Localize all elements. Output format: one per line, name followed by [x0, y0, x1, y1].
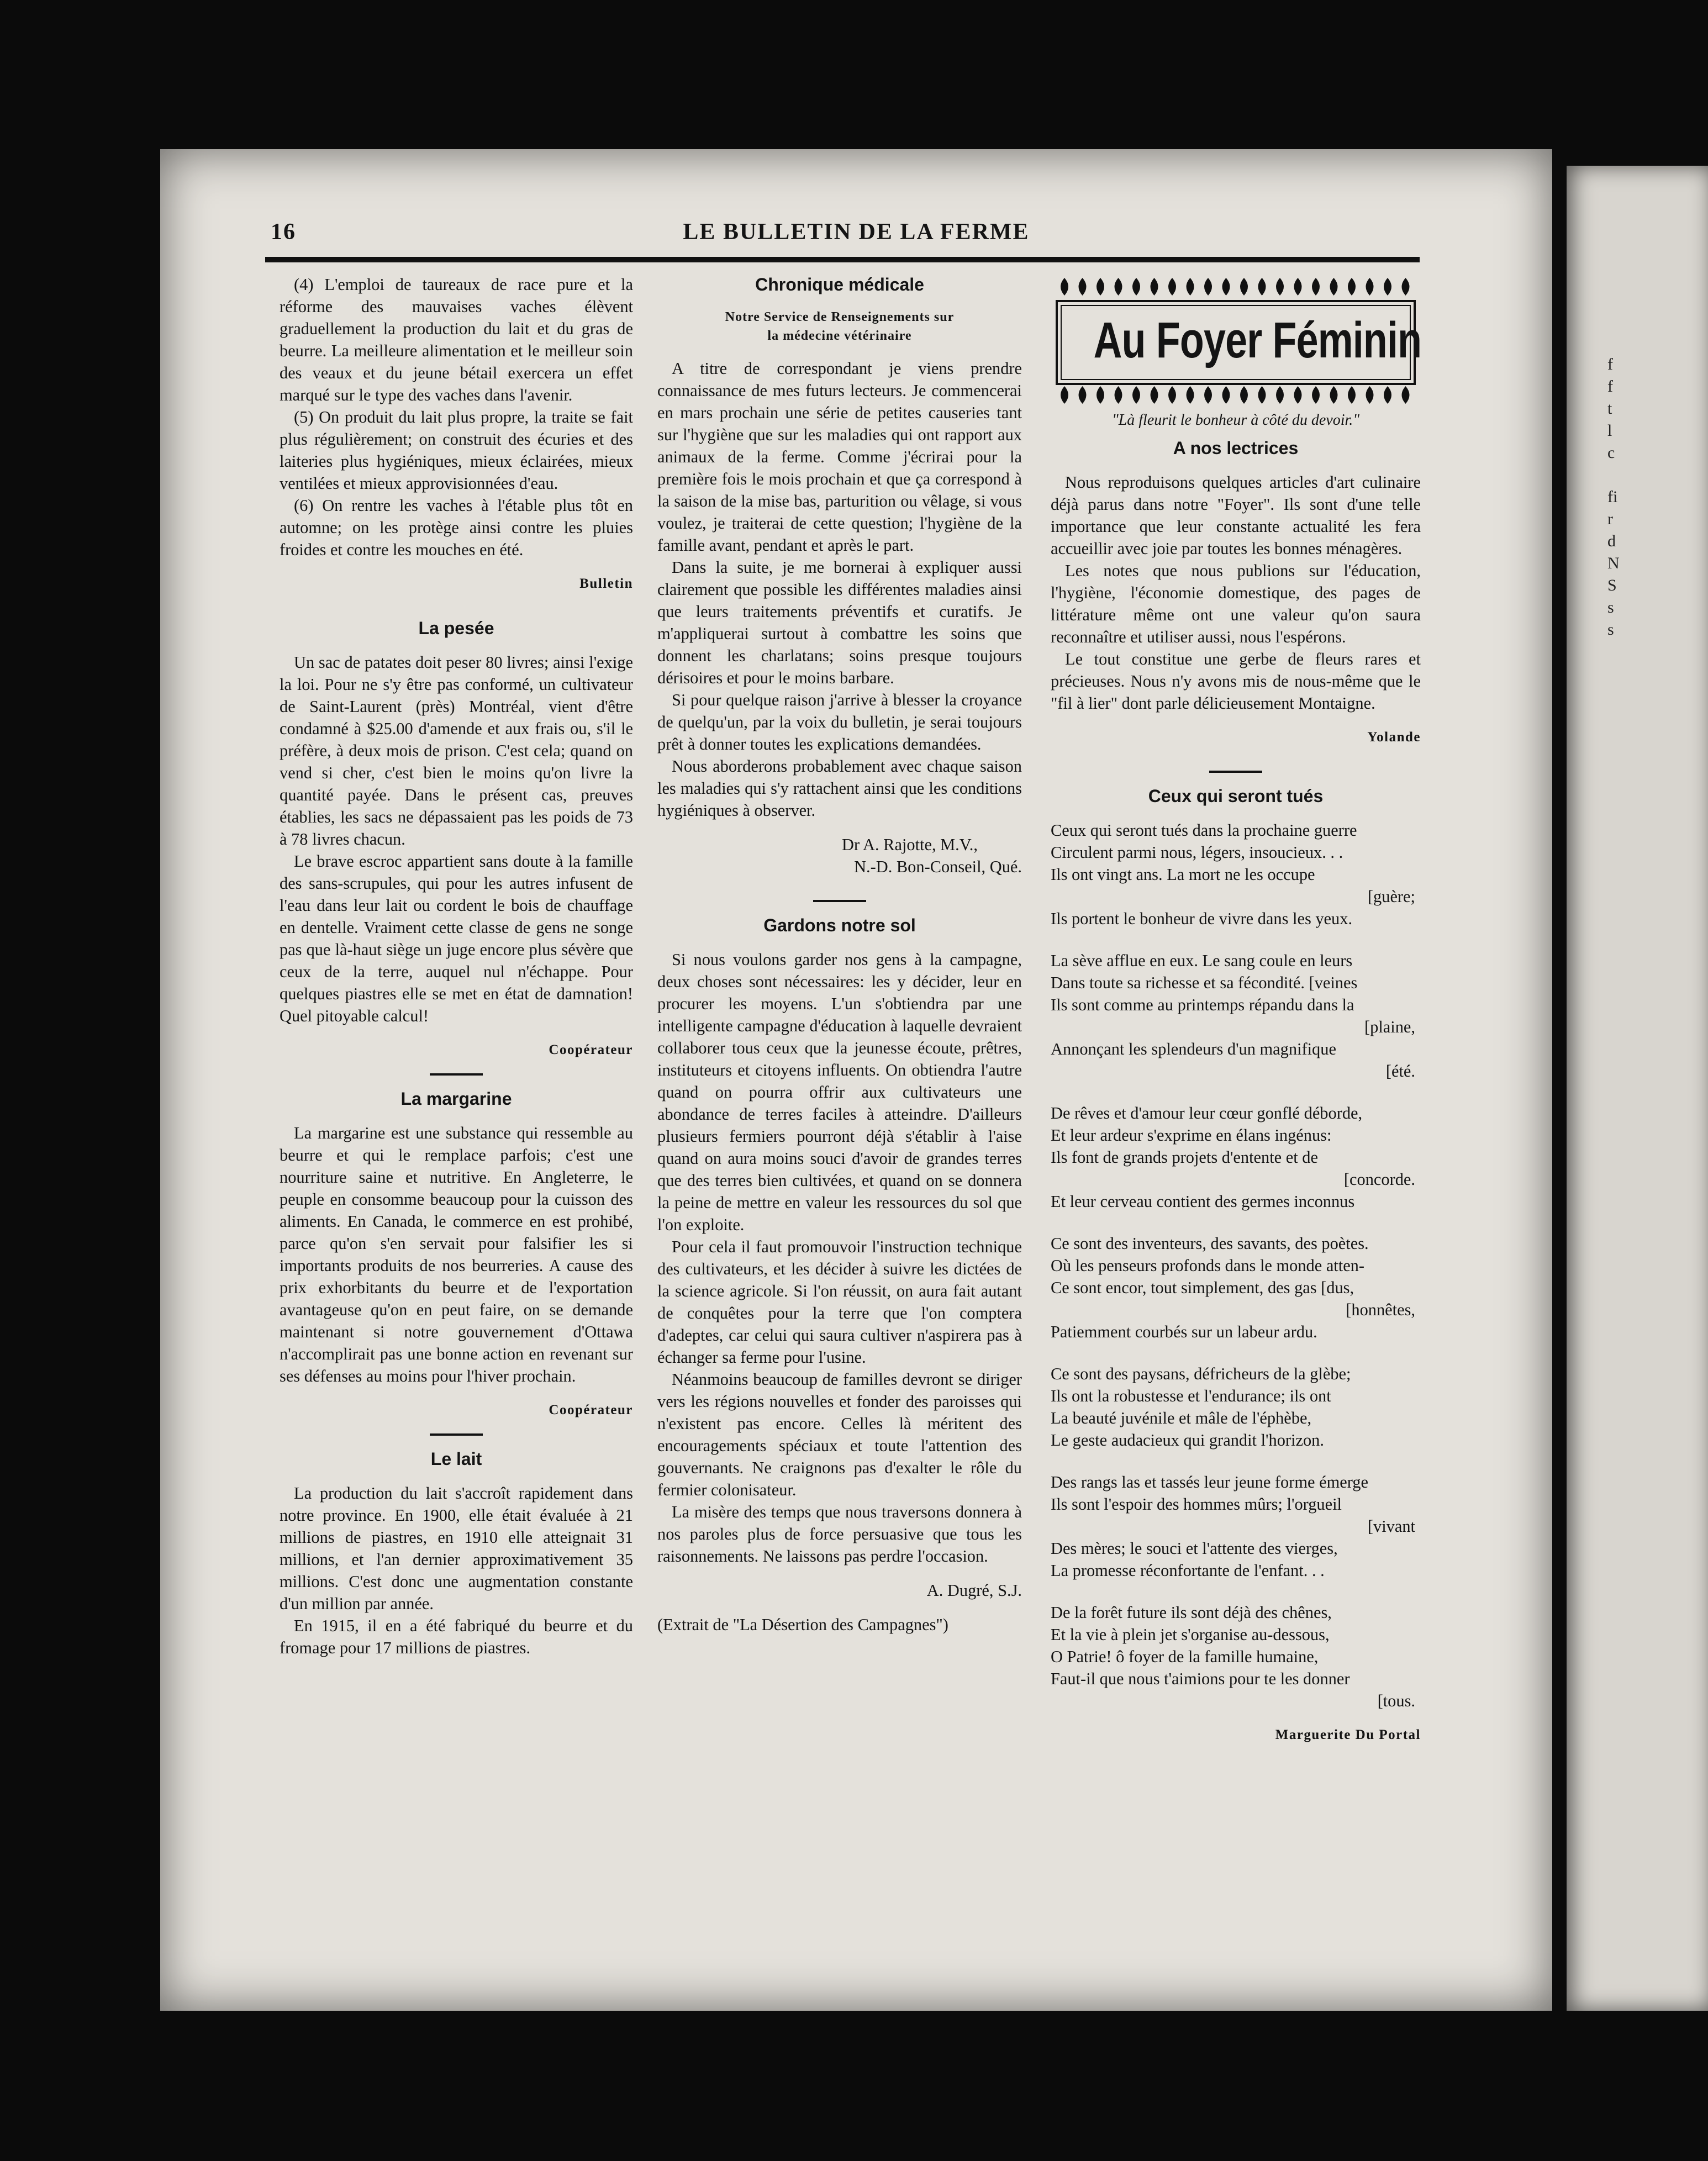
signature: A. Dugré, S.J. — [926, 1581, 1022, 1600]
leaf-ornament — [1312, 278, 1320, 296]
poem-line: Ce sont des inventeurs, des savants, des poètes. — [1051, 1234, 1369, 1253]
section-title: Au Foyer Féminin — [1093, 312, 1422, 368]
section-motto: "Là fleurit le bonheur à côté du devoir." — [1111, 412, 1360, 429]
leaf-ornament — [1384, 278, 1391, 296]
poem-line: Ils ont vingt ans. La mort ne les occupe — [1051, 865, 1315, 884]
leaf-ornament — [1330, 386, 1338, 404]
poem-line: O Patrie! ô foyer de la famille humaine, — [1051, 1647, 1319, 1666]
poem-line: La sève afflue en eux. Le sang coule en leurs — [1051, 951, 1353, 970]
leaf-ornament — [1294, 386, 1302, 404]
poem-line: De rêves et d'amour leur cœur gonflé déborde, — [1051, 1104, 1363, 1122]
leaf-ornament — [1240, 278, 1248, 296]
article-title: Gardons notre sol — [763, 915, 916, 935]
column-left — [280, 273, 633, 1659]
opposite-page-fragment: f f t l c fi r d N S s s — [1607, 355, 1620, 639]
poem-line: Des mères; le souci et l'attente des vierges, — [1051, 1539, 1338, 1558]
leaf-ornament — [1115, 278, 1122, 296]
signature: Dr A. Rajotte, M.V., — [842, 835, 978, 854]
leaf-ornament — [1294, 278, 1302, 296]
leaf-ornament — [1348, 278, 1356, 296]
poem-line: Et leur ardeur s'exprime en élans ingénus: — [1051, 1126, 1332, 1145]
leaf-ornament — [1079, 278, 1087, 296]
poem-line: Et leur cerveau contient des germes inconnus — [1051, 1192, 1355, 1211]
poem-line: Faut-il que nous t'aimions pour te les donner — [1051, 1669, 1350, 1688]
poem-line: [tous. — [1377, 1691, 1415, 1710]
poem-line: La promesse réconfortante de l'enfant. . . — [1051, 1561, 1325, 1580]
header-rule — [265, 257, 1420, 262]
article-paragraph: Néanmoins beaucoup de familles devront se diriger vers les régions nouvelles et fonder des paroisses qui n'existent pas encore. Celles là méritent des encouragements spéciaux et toute l'attention des gouvernants. Ne craignons pas d'exalter le rôle du fermier colonisateur. — [657, 1370, 1022, 1499]
page-title: LE BULLETIN DE LA FERME — [683, 219, 1030, 245]
article-paragraph: La misère des temps que nous traversons donnera à nos paroles plus de force persuasive que tous les raisonnements. Ne laissons pas perdre l'occasion. — [657, 1503, 1022, 1566]
signature: Coopérateur — [549, 1403, 633, 1417]
leaf-ornament — [1151, 386, 1158, 404]
leaf-ornament — [1079, 386, 1087, 404]
article-paragraph: Un sac de patates doit peser 80 livres; ainsi l'exige la loi. Pour ne s'y être pas conformé, un cultivateur de Saint-Laurent (près) Montréal, vient d'être condamné à $25.00 d'amende et aux frais ou, s'il le préfère, à deux mois de prison. C'est cela; quand on vend si cher, c'est bien le moins qu'on livre la quantité payée. Dans le présent cas, preuves établies, les sacs ne dépassaient pas les poids de 73 à 78 livres chacun. — [280, 653, 633, 848]
leaf-ornament — [1258, 386, 1266, 404]
article-paragraph: La production du lait s'accroît rapidement dans notre province. En 1900, elle était évaluée à 21 millions de piastres, en 1910 elle atteignait 31 millions, et l'an dernier approximativement 35 millions. C'est donc une augmentation constante d'un million par année. — [280, 1484, 633, 1613]
leaf-ornament — [1276, 386, 1284, 404]
article-subtitle: Notre Service de Renseignements sur — [725, 310, 955, 324]
leaf-ornament — [1240, 386, 1248, 404]
leaf-ornament — [1132, 278, 1140, 296]
poem-line: Dans toute sa richesse et sa fécondité. [veines — [1051, 973, 1358, 992]
poem-line: Où les penseurs profonds dans le monde atten- — [1051, 1256, 1364, 1275]
poem-line: [vivant — [1367, 1517, 1415, 1536]
leaf-ornament — [1348, 386, 1356, 404]
signature: N.-D. Bon-Conseil, Qué. — [854, 857, 1022, 876]
poem-line: De la forêt future ils sont déjà des chênes, — [1051, 1603, 1332, 1622]
poem-line: [concorde. — [1343, 1170, 1415, 1189]
leaf-ornament — [1097, 386, 1104, 404]
column-middle — [657, 273, 1022, 1636]
extract-note: (Extrait de "La Désertion des Campagnes") — [657, 1615, 948, 1634]
poem-line: Le geste audacieux qui grandit l'horizon. — [1051, 1431, 1324, 1450]
leaf-ornament — [1061, 278, 1068, 296]
article-paragraph: Nous aborderons probablement avec chaque saison les maladies qui s'y rattachent ainsi que les conditions hygiéniques à observer. — [657, 757, 1022, 820]
poem-line: Ils sont comme au printemps répandu dans la — [1051, 995, 1354, 1014]
poem-line: Ce sont des paysans, défricheurs de la glèbe; — [1051, 1364, 1351, 1383]
poem-line: Ceux qui seront tués dans la prochaine guerre — [1051, 821, 1357, 840]
poem-line: [honnêtes, — [1346, 1300, 1415, 1319]
leaf-ornament — [1276, 278, 1284, 296]
poem-line: Patiemment courbés sur un labeur ardu. — [1051, 1322, 1317, 1341]
leaf-ornament — [1115, 386, 1122, 404]
signature: Marguerite Du Portal — [1275, 1727, 1421, 1742]
leaf-ornament — [1061, 386, 1068, 404]
article-paragraph: (5) On produit du lait plus propre, la traite se fait plus régulièrement; on construit des écuries et des laiteries plus hygiéniques, mieux éclairées, mieux ventilées et mieux approvisionnées d'eau. — [280, 408, 633, 493]
poem-line: Des rangs las et tassés leur jeune forme émerge — [1051, 1473, 1368, 1491]
leaf-ornament — [1258, 278, 1266, 296]
poem-line: Ils portent le bonheur de vivre dans les yeux. — [1051, 909, 1353, 928]
leaf-ornament — [1312, 386, 1320, 404]
article-title: Le lait — [430, 1449, 482, 1469]
poem-line: Annonçant les splendeurs d'un magnifique — [1051, 1040, 1336, 1058]
article-title: A nos lectrices — [1173, 438, 1299, 458]
article-title: La margarine — [400, 1089, 512, 1109]
leaf-ornament — [1187, 386, 1194, 404]
article-paragraph: En 1915, il en a été fabriqué du beurre et du fromage pour 17 millions de piastres. — [280, 1616, 633, 1657]
leaf-ornament — [1222, 386, 1230, 404]
leaf-ornament — [1097, 278, 1104, 296]
poem-line: [guère; — [1367, 887, 1415, 906]
poem-line: Ils font de grands projets d'entente et de — [1051, 1148, 1318, 1167]
article-subtitle: la médecine vétérinaire — [767, 329, 912, 343]
article-paragraph: Pour cela il faut promouvoir l'instruction technique des cultivateurs, et les décider à suivre les dictées de la science agricole. Si l'on réussit, on aura fait autant de conquêtes pour la terre que l'on comptera d'adeptes, car celui qui saura cultiver n'aspirera pas à échanger sa ferme pour l'usine. — [657, 1237, 1022, 1367]
poem-line: Ce sont encor, tout simplement, des gas [dus, — [1051, 1278, 1354, 1297]
poem-line: Et la vie à plein jet s'organise au-dessous, — [1051, 1625, 1330, 1644]
poem-line: [plaine, — [1364, 1018, 1415, 1036]
poem-line: [été. — [1385, 1062, 1415, 1080]
article-paragraph: (4) L'emploi de taureaux de race pure et la réforme des mauvaises vaches élèvent graduellement la production du lait et du gras de beurre. La meilleure alimentation et le meilleur soin des veaux et du jeune bétail exercera un effet marqué sur le type des vaches dans l'avenir. — [280, 275, 633, 404]
signature: Coopérateur — [549, 1042, 633, 1057]
page-number: 16 — [271, 219, 296, 245]
signature: Bulletin — [579, 576, 633, 591]
leaf-ornament — [1187, 278, 1194, 296]
article-paragraph: Le brave escroc appartient sans doute à la famille des sans-scrupules, qui pour les autres infusent de l'eau dans leur lait ou cordent le bois de chauffage en dentelle. Vraiment cette classe de gens ne songe pas que là-haut siège un juge encore plus sévère que ceux de la terre, auquel nul n'échappe. Pour quelques piastres elle se met en état de damnation! Quel pitoyable calcul! — [280, 852, 633, 1025]
article-paragraph: Si pour quelque raison j'arrive à blesser la croyance de quelqu'un, par la voix du bulletin, je serai toujours prêt à donner toutes les explications demandées. — [657, 691, 1022, 753]
article-paragraph: Le tout constitue une gerbe de fleurs rares et précieuses. Nous n'y avons mis de nous-même que le "fil à lier" dont parle délicieusement Montaigne. — [1051, 650, 1421, 713]
article-paragraph: A titre de correspondant je viens prendre connaissance de mes futurs lecteurs. Je commencerai en mars prochain une série de petites causeries tant sur l'hygiène que sur les maladies qui ont rapport aux animaux de la ferme. Comme j'écrirai pour la première fois le mois prochain et que ça correspond à la saison de la mise bas, parturition ou vêlage, si vous voulez, je traiterai de cette question; l'hygiène de la famille avant, pendant et après le part. — [657, 359, 1022, 555]
newspaper-page — [160, 149, 1552, 2011]
leaf-ornament — [1402, 386, 1410, 404]
poem — [1051, 819, 1421, 1712]
leaf-ornament — [1384, 386, 1391, 404]
leaf-ornament — [1132, 386, 1140, 404]
leaf-ornament — [1204, 278, 1212, 296]
article-title: Ceux qui seront tués — [1148, 786, 1324, 806]
article-paragraph: (6) On rentre les vaches à l'étable plus tôt en automne; on les protège ainsi contre les pluies froides et contre les mouches en été. — [280, 496, 633, 559]
poem-line: Ils ont la robustesse et l'endurance; ils ont — [1051, 1387, 1331, 1405]
column-right — [1051, 273, 1421, 1746]
leaf-ornament — [1330, 278, 1338, 296]
leaf-ornament — [1151, 278, 1158, 296]
article-paragraph: La margarine est une substance qui ressemble au beurre et qui le remplace parfois; c'est une nourriture saine et nutritive. En Angleterre, le peuple en consomme beaucoup pour la cuisson des aliments. En Canada, le commerce en est prohibé, parce qu'on s'en servait pour falsifier les si importants produits de nos beurreries. A cause des prix exhorbitants du beurre et de l'exportation avantageuse qu'on en peut faire, on se demande maintenant si notre gouvernement d'Ottawa n'accomplirait pas une bonne action en revenant sur ses défenses au moins pour l'hiver prochain. — [280, 1124, 633, 1385]
article-title: Chronique médicale — [755, 275, 924, 294]
section-banner — [1053, 273, 1422, 406]
poem-line: Circulent parmi nous, légers, insoucieux. . . — [1051, 843, 1343, 862]
article-paragraph: Si nous voulons garder nos gens à la campagne, deux choses sont nécessaires: les y décider, leur en procurer les moyens. L'un s'obtiendra par une intelligente campagne d'éducation à laquelle devraient collaborer tous ceux que la jeunesse écoute, prêtres, instituteurs et citoyens influents. On obtiendra l'autre quand on pourra offrir aux cultivateurs une abondance de terres faciles à atteindre. D'ailleurs plusieurs fermiers pourront déjà s'établir à l'aise quand on aura moins souci d'avoir de grandes terres que des terres bien cultivées, et quand on se donnera la peine de mettre en valeur les ressources du sol que l'on exploite. — [657, 950, 1022, 1234]
article-paragraph: Les notes que nous publions sur l'éducation, l'hygiène, l'économie domestique, des pages de littérature même ont une valeur qu'on saura reconnaître et utiliser aussi, nous l'espérons. — [1051, 561, 1421, 646]
article-paragraph: Dans la suite, je me bornerai à expliquer aussi clairement que possible les différentes maladies ainsi que leurs traitements préventifs et curatifs. Je m'appliquerai surtout à combattre les soins que donnent les charlatans; soins presque toujours dérisoires et pour le moins barbare. — [657, 558, 1022, 687]
leaf-ornament — [1402, 278, 1410, 296]
poem-line: La beauté juvénile et mâle de l'éphèbe, — [1051, 1409, 1312, 1427]
article-title: La pesée — [418, 618, 494, 638]
leaf-ornament — [1366, 386, 1374, 404]
signature: Yolande — [1367, 730, 1421, 745]
leaf-ornament — [1168, 386, 1176, 404]
leaf-ornament — [1366, 278, 1374, 296]
leaf-ornament — [1168, 278, 1176, 296]
leaf-ornament — [1204, 386, 1212, 404]
poem-line: Ils sont l'espoir des hommes mûrs; l'orgueil — [1051, 1495, 1342, 1514]
article-paragraph: Nous reproduisons quelques articles d'art culinaire déjà parus dans notre "Foyer". Ils sont d'une telle importance que leur constante actualité les fera accueillir avec joie par toutes les bonnes ménagères. — [1051, 473, 1421, 558]
leaf-ornament — [1222, 278, 1230, 296]
